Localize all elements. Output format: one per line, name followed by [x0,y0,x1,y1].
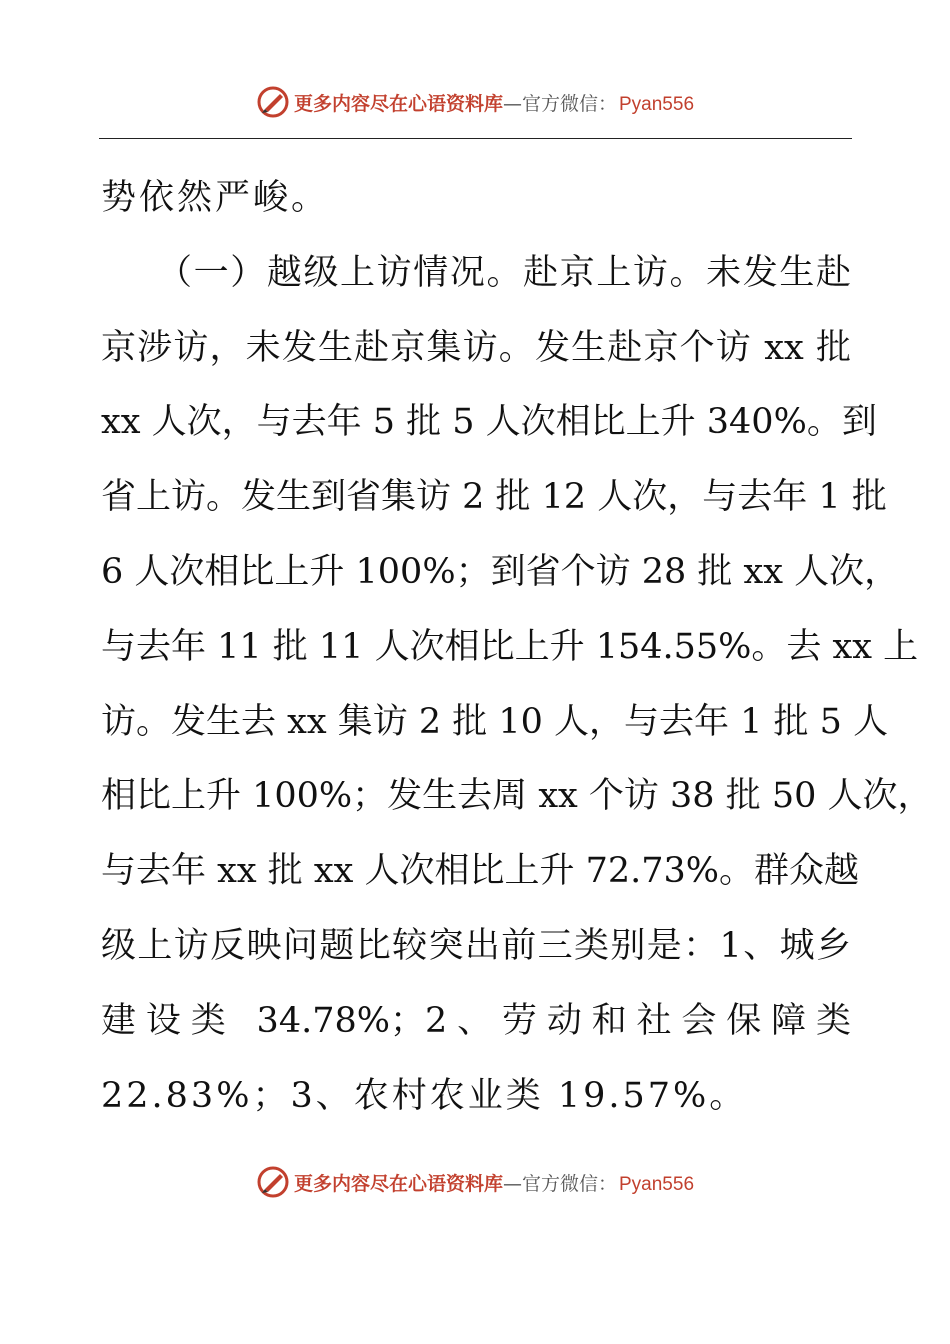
banner-dash: — [502,92,522,115]
banner-dash: — [502,1172,522,1195]
text-line: 与去年 xx 批 xx 人次相比上升 72.73%。群众越 [101,851,860,892]
text-line: （一）越级上访情况。赴京上访。未发生赴 [157,252,851,293]
text-line: 京涉访，未发生赴京集访。发生赴京个访 xx 批 [101,327,851,368]
banner-wechat-label: 官方微信： [521,92,617,115]
banner-main-text: 更多内容尽在心语资料库 [293,1172,503,1195]
text-line: xx 人次，与去年 5 批 5 人次相比上升 340%。到 [101,402,877,443]
text-line: 相比上升 100%；发生去周 xx 个访 38 批 50 人次， [101,776,933,817]
banner-main-text: 更多内容尽在心语资料库 [293,92,503,115]
banner-wechat-label: 官方微信： [521,1172,617,1195]
header-banner [0,82,950,122]
pen-logo-icon [256,1165,290,1199]
banner-text [294,89,694,116]
text-line: 访。发生去 xx 集访 2 批 10 人，与去年 1 批 5 人 [101,701,889,742]
text-line: 级上访反映问题比较突出前三类别是：1、城乡 [101,925,851,966]
pen-logo-icon [256,85,290,119]
document-body [101,161,933,1133]
text-line: 6 人次相比上升 100%；到省个访 28 批 xx 人次， [101,551,900,592]
text-line: 建设类 34.78%；2、劳动和社会保障类 [101,1000,851,1041]
banner-text [294,1169,694,1196]
text-line: 22.83%；3、农村农业类 19.57%。 [101,1075,748,1116]
header-divider [99,138,852,139]
text-line: 与去年 11 批 11 人次相比上升 154.55%。去 xx 上 [101,626,919,667]
footer-banner [0,1162,950,1202]
text-line: 势依然严峻。 [101,178,330,218]
banner-wechat-id: Pyan556 [619,1173,695,1195]
banner-wechat-id: Pyan556 [619,93,695,115]
text-line: 省上访。发生到省集访 2 批 12 人次，与去年 1 批 [101,477,887,518]
